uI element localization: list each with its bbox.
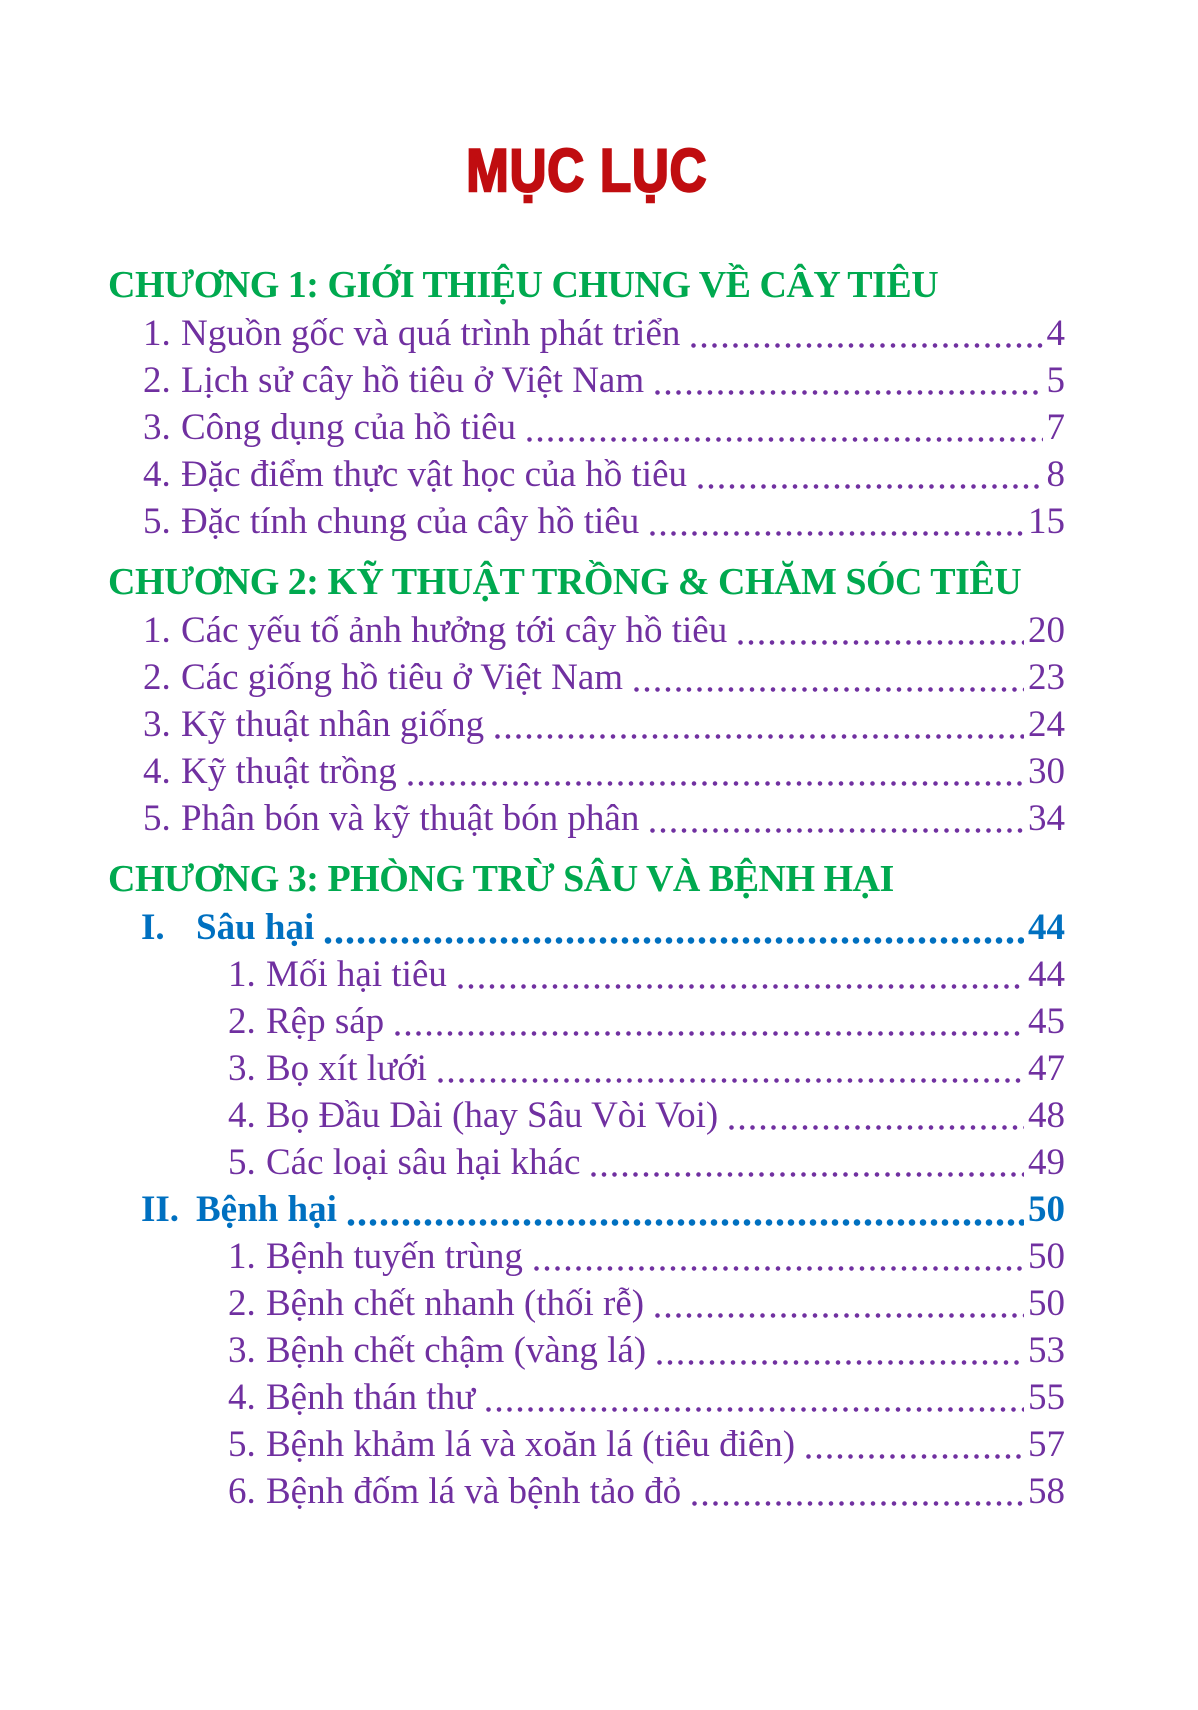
entry-page-number: 44 — [1028, 954, 1065, 995]
dotted-leader — [457, 982, 1024, 991]
entry-label: Rệp sáp — [266, 1001, 385, 1042]
entry-page-number: 53 — [1028, 1330, 1065, 1371]
toc-entry — [108, 1045, 1065, 1092]
dotted-leader — [649, 826, 1024, 835]
toc-entry — [108, 1327, 1065, 1374]
entry-label: Kỹ thuật trồng — [181, 751, 397, 792]
section-number: I. — [141, 907, 165, 948]
entry-page-number: 45 — [1028, 1001, 1065, 1042]
entry-page-number: 20 — [1028, 610, 1065, 651]
section-page-number: 50 — [1028, 1189, 1065, 1230]
entry-number: 4. — [143, 751, 171, 792]
chapter-2-heading: CHƯƠNG 2: KỸ THUẬT TRỒNG & CHĂM SÓC TIÊU — [108, 561, 1022, 603]
entry-number: 2. — [143, 657, 171, 698]
entry-page-number: 57 — [1028, 1424, 1065, 1465]
dotted-leader — [533, 1264, 1024, 1273]
entry-number: 3. — [143, 407, 171, 448]
dotted-leader — [590, 1170, 1024, 1179]
toc-entry — [108, 607, 1065, 654]
chapter-2 — [108, 557, 1065, 842]
section-heading-sau-hai — [108, 904, 1065, 951]
entry-label: Nguồn gốc và quá trình phát triển — [181, 313, 681, 354]
dotted-leader — [654, 388, 1042, 397]
dotted-leader — [526, 435, 1042, 444]
entry-page-number: 47 — [1028, 1048, 1065, 1089]
entry-number: 2. — [228, 1283, 256, 1324]
entry-label: Mối hại tiêu — [266, 954, 447, 995]
toc-entry — [108, 1233, 1065, 1280]
entry-page-number: 15 — [1028, 501, 1065, 542]
entry-page-number: 49 — [1028, 1142, 1065, 1183]
entry-label: Các giống hồ tiêu ở Việt Nam — [181, 657, 624, 698]
dotted-leader — [407, 779, 1024, 788]
entry-label: Bệnh khảm lá và xoăn lá (tiêu điên) — [266, 1424, 796, 1465]
entry-page-number: 24 — [1028, 704, 1065, 745]
section-number: II. — [141, 1189, 180, 1230]
toc-entry — [108, 1280, 1065, 1327]
entry-number: 4. — [228, 1377, 256, 1418]
toc-entry — [108, 1421, 1065, 1468]
dotted-leader — [324, 936, 1024, 945]
entry-number: 1. — [143, 313, 171, 354]
dotted-leader — [690, 341, 1042, 350]
dotted-leader — [485, 1405, 1024, 1414]
toc-page — [108, 0, 1065, 1515]
entry-page-number: 50 — [1028, 1236, 1065, 1277]
dotted-leader — [737, 638, 1024, 647]
entry-number: 1. — [143, 610, 171, 651]
toc-entry — [108, 951, 1065, 998]
entry-number: 5. — [143, 501, 171, 542]
entry-label: Bệnh thán thư — [266, 1377, 476, 1418]
toc-entry — [108, 701, 1065, 748]
toc-entry — [108, 1092, 1065, 1139]
dotted-leader — [697, 482, 1042, 491]
dotted-leader — [691, 1499, 1024, 1508]
toc-entry — [108, 795, 1065, 842]
entry-page-number: 8 — [1046, 454, 1065, 495]
page-title — [108, 137, 1065, 204]
entry-label: Đặc điểm thực vật học của hồ tiêu — [181, 454, 688, 495]
toc-entry — [108, 1468, 1065, 1515]
entry-page-number: 34 — [1028, 798, 1065, 839]
entry-label: Bọ Đầu Dài (hay Sâu Vòi Voi) — [266, 1095, 719, 1136]
entry-label: Phân bón và kỹ thuật bón phân — [181, 798, 640, 839]
entry-label: Công dụng của hồ tiêu — [181, 407, 517, 448]
chapter-1 — [108, 260, 1065, 545]
entry-label: Bệnh tuyến trùng — [266, 1236, 523, 1277]
entry-label: Lịch sử cây hồ tiêu ở Việt Nam — [181, 360, 645, 401]
section-label: Sâu hại — [196, 907, 315, 948]
entry-number: 3. — [228, 1048, 256, 1089]
toc-entry — [108, 451, 1065, 498]
chapter-3 — [108, 854, 1065, 1515]
dotted-leader — [494, 732, 1024, 741]
section-heading-benh-hai — [108, 1186, 1065, 1233]
chapter-3-heading: CHƯƠNG 3: PHÒNG TRỪ SÂU VÀ BỆNH HẠI — [108, 858, 894, 900]
dotted-leader — [805, 1452, 1024, 1461]
dotted-leader — [437, 1076, 1024, 1085]
entry-number: 4. — [143, 454, 171, 495]
entry-label: Đặc tính chung của cây hồ tiêu — [181, 501, 640, 542]
page-title-text: MỤC LỤC — [465, 137, 708, 204]
toc-entry — [108, 404, 1065, 451]
toc-entry — [108, 998, 1065, 1045]
entry-label: Bệnh đốm lá và bệnh tảo đỏ — [266, 1471, 682, 1512]
entry-label: Bệnh chết chậm (vàng lá) — [266, 1330, 647, 1371]
entry-number: 4. — [228, 1095, 256, 1136]
dotted-leader — [728, 1123, 1024, 1132]
toc-entry — [108, 357, 1065, 404]
dotted-leader — [633, 685, 1024, 694]
entry-page-number: 4 — [1046, 313, 1065, 354]
entry-label: Các yếu tố ảnh hưởng tới cây hồ tiêu — [181, 610, 728, 651]
entry-number: 6. — [228, 1471, 256, 1512]
dotted-leader — [347, 1218, 1024, 1227]
dotted-leader — [649, 529, 1024, 538]
entry-label: Các loại sâu hại khác — [266, 1142, 581, 1183]
toc-entry — [108, 748, 1065, 795]
entry-number: 5. — [143, 798, 171, 839]
toc-entry — [108, 498, 1065, 545]
entry-label: Kỹ thuật nhân giống — [181, 704, 485, 745]
toc-entry — [108, 1374, 1065, 1421]
entry-page-number: 55 — [1028, 1377, 1065, 1418]
entry-number: 5. — [228, 1142, 256, 1183]
entry-number: 3. — [228, 1330, 256, 1371]
entry-page-number: 30 — [1028, 751, 1065, 792]
dotted-leader — [394, 1029, 1024, 1038]
entry-number: 1. — [228, 1236, 256, 1277]
toc-entry — [108, 654, 1065, 701]
entry-number: 1. — [228, 954, 256, 995]
entry-page-number: 7 — [1046, 407, 1065, 448]
entry-number: 2. — [228, 1001, 256, 1042]
section-page-number: 44 — [1028, 907, 1065, 948]
entry-number: 5. — [228, 1424, 256, 1465]
dotted-leader — [656, 1358, 1024, 1367]
entry-label: Bọ xít lưới — [266, 1048, 427, 1089]
entry-label: Bệnh chết nhanh (thối rễ) — [266, 1283, 645, 1324]
entry-page-number: 23 — [1028, 657, 1065, 698]
toc-entry — [108, 1139, 1065, 1186]
chapter-1-heading: CHƯƠNG 1: GIỚI THIỆU CHUNG VỀ CÂY TIÊU — [108, 264, 939, 306]
section-label: Bệnh hại — [196, 1189, 337, 1230]
entry-page-number: 48 — [1028, 1095, 1065, 1136]
dotted-leader — [654, 1311, 1024, 1320]
entry-page-number: 5 — [1046, 360, 1065, 401]
toc-entry — [108, 310, 1065, 357]
entry-number: 2. — [143, 360, 171, 401]
entry-number: 3. — [143, 704, 171, 745]
entry-page-number: 50 — [1028, 1283, 1065, 1324]
entry-page-number: 58 — [1028, 1471, 1065, 1512]
